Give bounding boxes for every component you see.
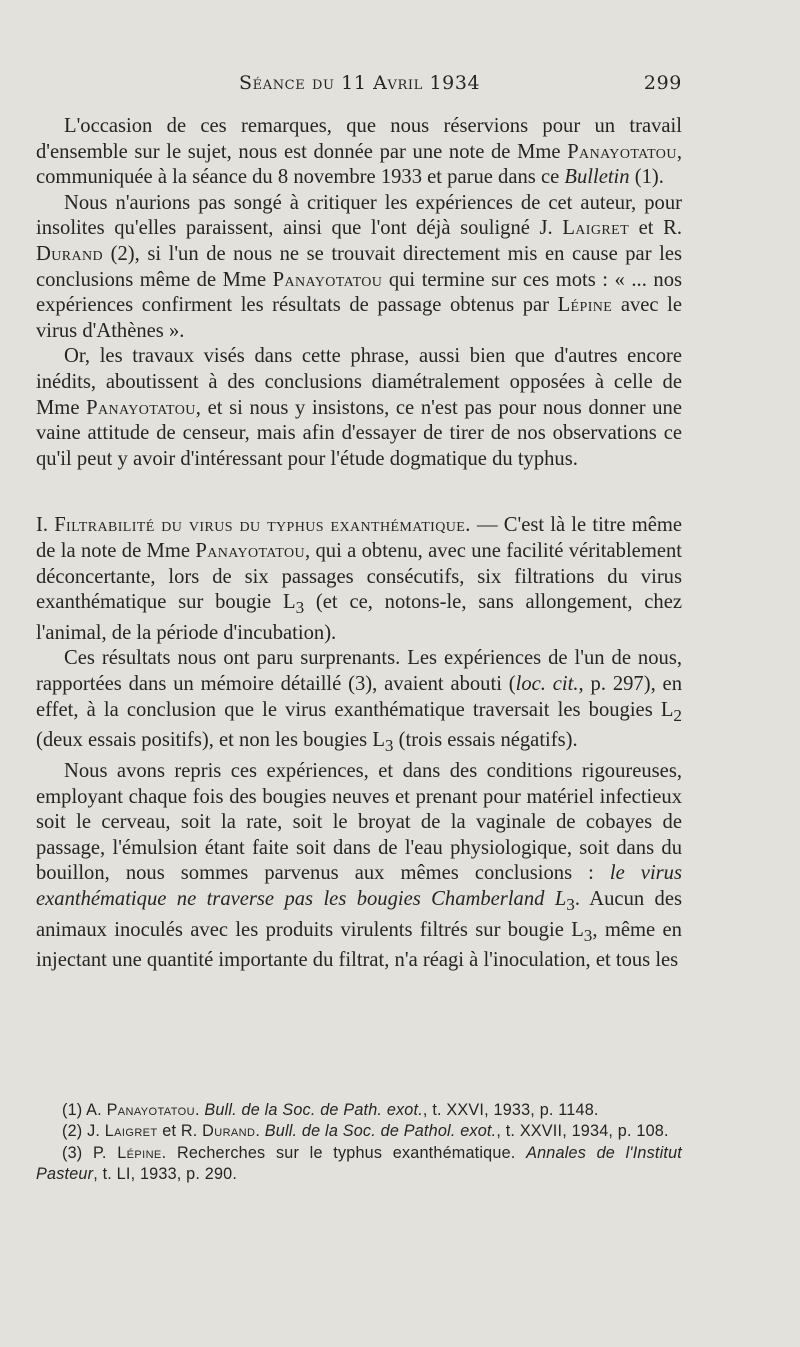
text-run: et R. — [157, 1122, 203, 1141]
small-caps-text: Panayotatou — [106, 1101, 195, 1119]
paragraph — [36, 191, 682, 345]
text-run: et R. — [629, 217, 682, 240]
subscript: 3 — [583, 925, 593, 945]
small-caps-text: Laigret — [562, 217, 630, 240]
text-run: , et si nous y insistons, ce n'est pas pour nous donner une vaine attitude de censeur, mais afin d'essayer de tirer de nos observations ce qu'il peut y avoir d'intéressant pour l'étude dogmatique du typhus. — [36, 396, 682, 470]
text-run: , t. XXVI, 1933, p. 1148. — [422, 1101, 599, 1119]
text-run: (2) J. — [62, 1122, 105, 1141]
small-caps-text: Laigret — [104, 1122, 158, 1141]
text-run: (deux essais positifs), et non les bougies L — [36, 729, 385, 752]
italic-text: le virus exanthématique ne traverse pas les bougies Chamberland L — [36, 862, 682, 910]
text-run: (2), si l'un de nous ne se trouvait directement mis en cause par les conclusions même de Mme — [36, 242, 682, 291]
page-number: 299 — [643, 72, 682, 94]
text-run: Ces résultats nous ont paru surprenants. Les expériences de l'un de nous, rapportées dans un mémoire détaillé (3), avaient abouti ( — [36, 647, 682, 695]
paragraph — [36, 344, 682, 472]
italic-text: Bulletin — [564, 166, 630, 189]
small-caps-text: Lépine — [557, 294, 613, 317]
small-caps-text: Durand — [36, 242, 104, 265]
footnote — [36, 1100, 682, 1121]
text-run: , même en injectant une quantité importante du filtrat, n'a réagi à l'inoculation, et tous les — [36, 918, 682, 972]
header-title: Séance du 11 Avril 1934 — [239, 72, 481, 94]
section-heading-paragraph — [36, 513, 682, 646]
subscript: 3 — [295, 598, 305, 618]
running-header — [36, 72, 682, 102]
text-run: , communiquée à la séance du 8 novembre 1933 et parue dans ce — [36, 140, 682, 189]
subscript: 3 — [384, 736, 394, 756]
italic-text: loc. cit. — [515, 672, 579, 695]
text-run: avec le virus d'Athènes ». — [36, 294, 682, 342]
small-caps-text: Durand — [202, 1122, 256, 1141]
text-run: (trois essais négatifs). — [393, 729, 578, 752]
text-run: (1) A. — [62, 1101, 107, 1119]
small-caps-text: Panayotatou — [272, 268, 383, 291]
paragraph — [36, 646, 682, 759]
text-run: . Recherches sur le typhus exanthématique. — [161, 1143, 527, 1162]
small-caps-text: Panayotatou — [195, 539, 305, 562]
italic-text: Annales de l'Institut Pasteur — [36, 1143, 682, 1184]
text-run: , t. XXVII, 1934, p. 108. — [496, 1122, 669, 1141]
text-run: — C'est là le titre même de la note de Mme — [36, 514, 683, 562]
subscript: 2 — [673, 705, 682, 725]
text-run: L'occasion de ces remarques, que nous réservions pour un travail d'ensemble sur le sujet, nous est donnée par une note de Mme — [36, 115, 682, 163]
text-run: (et ce, notons-le, sans allongement, chez l'animal, de la période d'incubation). — [36, 591, 682, 644]
text-run: I. — [36, 514, 55, 537]
text-run: qui termine sur ces mots : « ... nos expériences confirment les résultats de passage obtenus par — [36, 268, 683, 317]
small-caps-text: Filtrabilité du virus du typhus exanthématique. — [54, 514, 471, 537]
text-run: , t. LI, 1933, p. 290. — [93, 1165, 238, 1184]
text-run: (3) P. — [62, 1143, 118, 1162]
subscript: 3 — [566, 895, 575, 915]
small-caps-text: Panayotatou — [86, 396, 196, 419]
text-run: , p. 297), en effet, à la conclusion que le virus exanthématique traversait les bougies L — [36, 672, 682, 721]
italic-text: Bull. de la Soc. de Pathol. exot. — [264, 1122, 497, 1141]
text-run: . — [255, 1122, 265, 1141]
footnotes — [36, 1100, 682, 1186]
text-run: Nous n'aurions pas songé à critiquer les expériences de cet auteur, pour insolites qu'elles paraissent, ainsi que l'ont déjà souligné J. — [36, 191, 682, 240]
paragraph — [36, 759, 682, 974]
italic-text: Bull. de la Soc. de Path. exot. — [204, 1101, 423, 1119]
paragraph — [36, 114, 682, 191]
footnote — [36, 1121, 682, 1142]
small-caps-text: Lépine — [117, 1143, 162, 1162]
footnote — [36, 1143, 682, 1186]
text-run: Or, les travaux visés dans cette phrase, aussi bien que d'autres encore inédits, aboutissent à des conclusions diamétralement opposées à celle de Mme — [36, 345, 682, 419]
text-run: (1). — [629, 166, 664, 189]
text-run: Nous avons repris ces expériences, et dans des conditions rigoureuses, employant chaque fois des bougies neuves et prenant pour matériel infectieux soit le cerveau, soit la rate, soit le broyat de la vaginale de cobayes de passage, l'émulsion étant faite soit dans de l'eau physiologique, soit dans du bouillon, nous sommes parvenus aux mêmes conclusions : — [36, 759, 682, 885]
text-run: , qui a obtenu, avec une facilité véritablement déconcertante, lors de six passages consécutifs, six filtrations du virus exanthématique sur bougie L — [36, 539, 682, 614]
body-text — [36, 114, 682, 974]
text-run: . — [194, 1101, 205, 1119]
text-run: . Aucun des animaux inoculés avec les produits virulents filtrés sur bougie L — [36, 887, 682, 941]
small-caps-text: Panayotatou — [567, 140, 677, 163]
